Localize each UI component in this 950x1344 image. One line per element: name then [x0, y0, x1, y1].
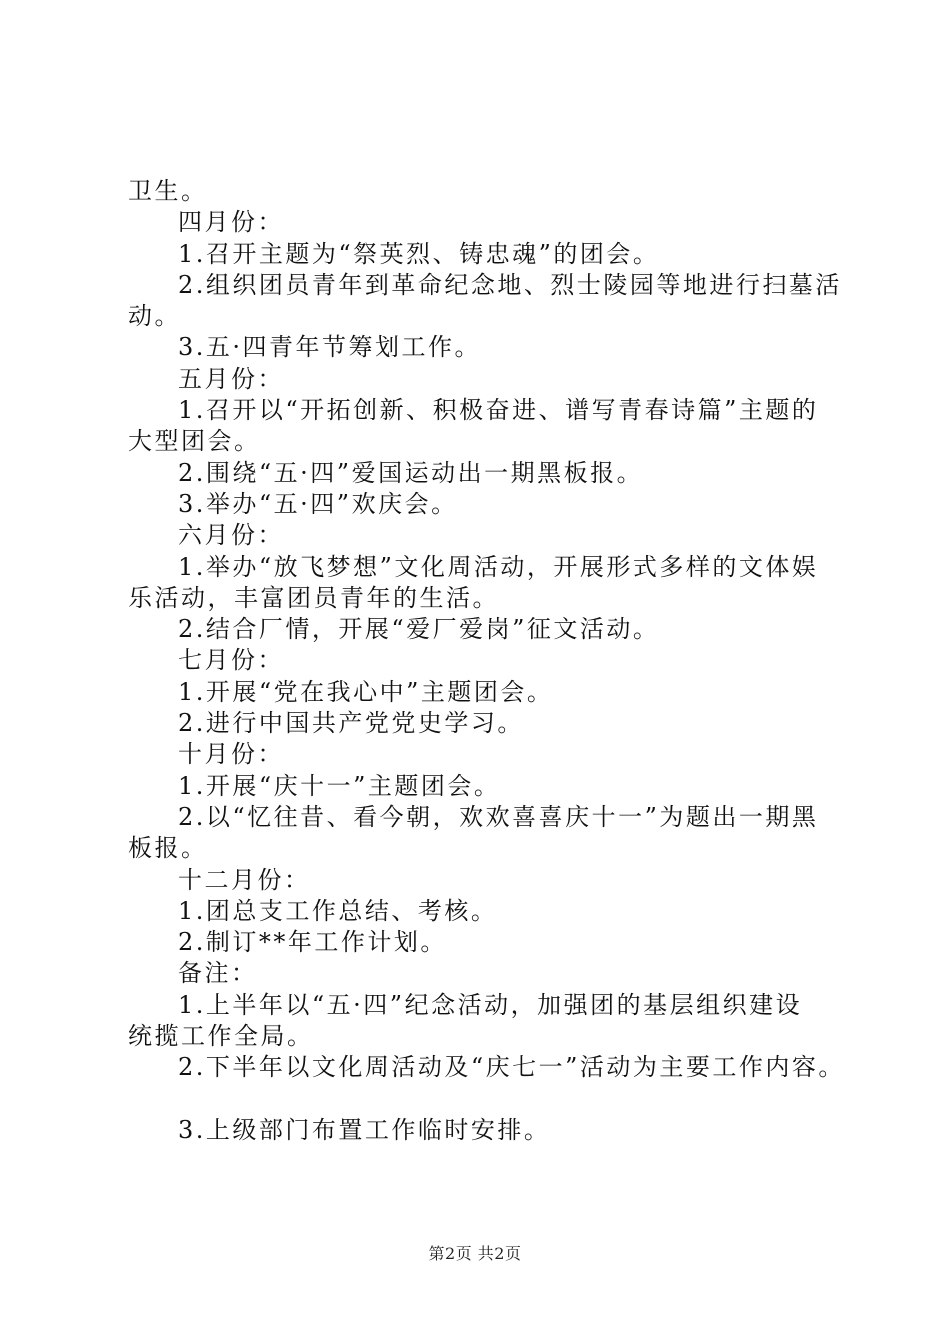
list-item: 1.举办“放飞梦想”文化周活动，开展形式多样的文体娱	[178, 552, 819, 581]
text-line: 大型团会。	[128, 427, 261, 456]
list-item: 1.团总支工作总结、考核。	[178, 896, 498, 925]
section-heading-july: 七月份：	[178, 646, 284, 675]
list-item: 3.五·四青年节筹划工作。	[178, 333, 482, 362]
document-body	[128, 176, 845, 1146]
text-line: 卫生。	[128, 177, 208, 205]
section-heading-october: 十月份：	[178, 740, 284, 769]
list-item: 2.进行中国共产党党史学习。	[178, 709, 524, 738]
text-line: 动。	[128, 302, 181, 331]
text-line: 乐活动，丰富团员青年的生活。	[128, 583, 499, 612]
text-line: 统揽工作全局。	[128, 1022, 314, 1051]
list-item: 2.围绕“五·四”爱国运动出一期黑板报。	[178, 458, 644, 487]
list-item: 1.上半年以“五·四”纪念活动，加强团的基层组织建设	[178, 990, 803, 1019]
list-item: 1.召开主题为“祭英烈、铸忠魂”的团会。	[178, 239, 660, 268]
section-heading-december: 十二月份：	[178, 865, 311, 894]
page-footer: 第2页 共2页	[428, 1244, 522, 1263]
list-item: 3.举办“五·四”欢庆会。	[178, 489, 458, 518]
list-item: 2.组织团员青年到革命纪念地、烈士陵园等地进行扫墓活	[178, 270, 842, 299]
section-heading-may: 五月份：	[178, 364, 284, 393]
section-heading-april: 四月份：	[178, 208, 284, 237]
section-heading-june: 六月份：	[178, 521, 284, 550]
list-item: 1.召开以“开拓创新、积极奋进、谱写青春诗篇”主题的	[178, 396, 819, 425]
list-item: 2.下半年以文化周活动及“庆七一”活动为主要工作内容。	[178, 1053, 845, 1082]
text-line: 板报。	[128, 834, 208, 863]
list-item: 2.制订**年工作计划。	[178, 928, 447, 957]
list-item: 2.结合厂情，开展“爱厂爱岗”征文活动。	[178, 615, 660, 644]
list-item: 2.以“忆往昔、看今朝，欢欢喜喜庆十一”为题出一期黑	[178, 802, 819, 831]
list-item: 3.上级部门布置工作临时安排。	[178, 1115, 551, 1144]
list-item: 1.开展“庆十一”主题团会。	[178, 771, 501, 800]
blank-line	[128, 1084, 840, 1115]
section-heading-notes: 备注：	[178, 959, 258, 988]
list-item: 1.开展“党在我心中”主题团会。	[178, 677, 554, 706]
